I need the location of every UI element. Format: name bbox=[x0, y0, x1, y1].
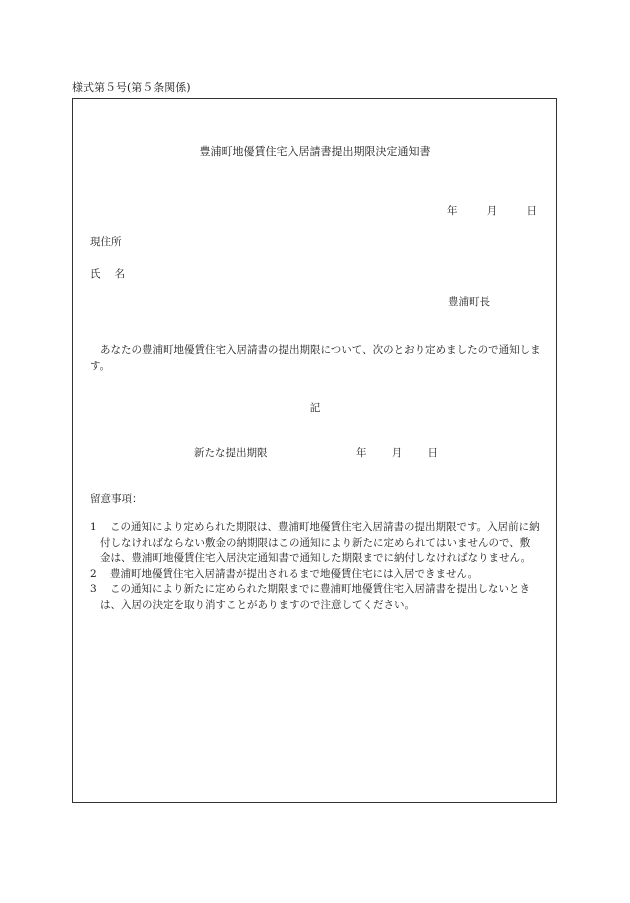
deadline-date bbox=[356, 448, 438, 459]
note-number: 3 bbox=[90, 583, 97, 595]
issue-date-year: 年 bbox=[447, 205, 458, 217]
note-number: 1 bbox=[90, 521, 97, 533]
document-frame bbox=[72, 98, 557, 803]
form-number-label: 様式第５号(第５条関係) bbox=[72, 81, 191, 94]
deadline-year: 年 bbox=[356, 447, 367, 459]
issuer-name: 豊浦町長 bbox=[448, 296, 490, 308]
note-item bbox=[90, 520, 540, 567]
body-text: あなたの豊浦町地優賃住宅入居請書の提出期限について、次のとおり定めましたので通知します。 bbox=[90, 344, 541, 372]
address-label: 現住所 bbox=[90, 236, 122, 248]
notes-list bbox=[90, 520, 540, 613]
document-title: 豊浦町地優賃住宅入居請書提出期限決定通知書 bbox=[199, 145, 431, 158]
deadline-day: 日 bbox=[427, 447, 438, 459]
issue-date bbox=[447, 206, 537, 217]
name-label-part2: 名 bbox=[114, 268, 125, 280]
body-paragraph bbox=[90, 342, 542, 374]
deadline-month: 月 bbox=[391, 447, 403, 459]
note-text: この通知により新たに定められた期限までに豊浦町地優賃住宅入居請書を提出しないときは、入居の決定を取り消すことがありますので注意してください。 bbox=[100, 583, 530, 611]
issue-date-month: 月 bbox=[486, 205, 498, 217]
ki-heading: 記 bbox=[309, 402, 321, 414]
notes-heading: 留意事項： bbox=[90, 493, 143, 505]
name-label bbox=[90, 269, 125, 280]
note-item bbox=[90, 567, 540, 583]
deadline-label: 新たな提出期限 bbox=[194, 447, 268, 459]
issue-date-day: 日 bbox=[526, 205, 537, 217]
note-text: 豊浦町地優賃住宅入居請書が提出されるまで地優賃住宅には入居できません。 bbox=[110, 567, 479, 580]
note-text: この通知により定められた期限は、豊浦町地優賃住宅入居請書の提出期限です。入居前に納付しなければならない敷金の納期限はこの通知により新たに定められてはいませんので、敷金は、豊浦町地優賃住宅入居決定通知書で通知した期限までに納付しなければなりません。 bbox=[100, 521, 540, 564]
name-label-part1: 氏 bbox=[90, 268, 101, 280]
note-number: 2 bbox=[90, 567, 97, 580]
note-item bbox=[90, 582, 540, 613]
